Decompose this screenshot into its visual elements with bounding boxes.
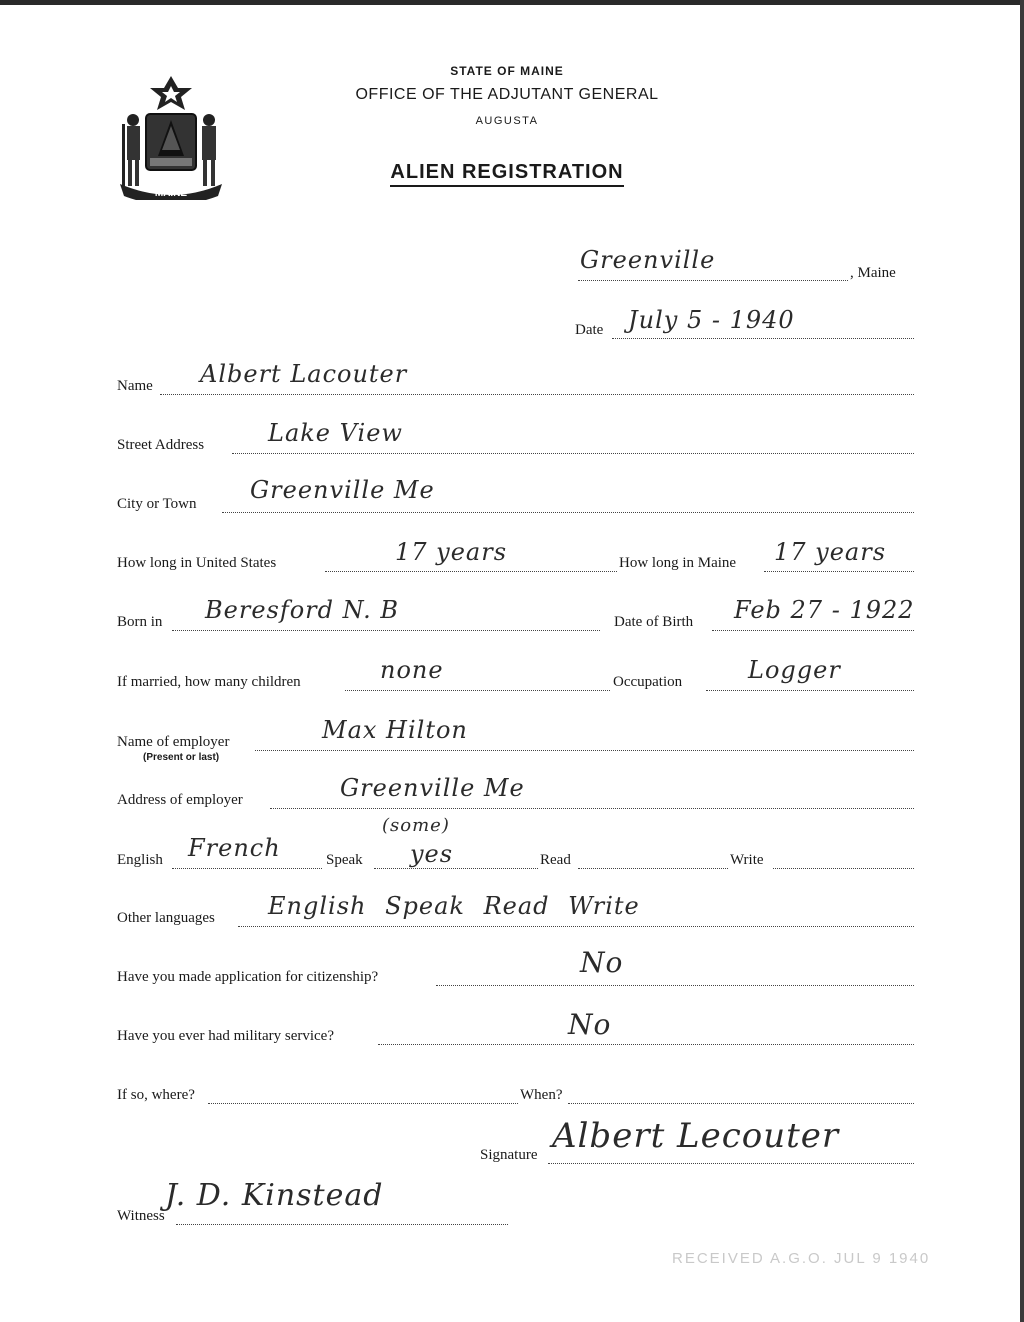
military-value: No — [568, 1008, 612, 1041]
form-title: ALIEN REGISTRATION — [0, 161, 1019, 184]
witness-signature: J. D. Kinstead — [165, 1178, 384, 1213]
citizenship-label: Have you made application for citizenship? — [117, 969, 379, 985]
write-label: Write — [730, 852, 764, 868]
date-of-birth-value: Feb 27 - 1922 — [734, 596, 915, 624]
born-in-label: Born in — [117, 614, 163, 630]
employer-address-value: Greenville Me — [340, 774, 525, 802]
occupation-label: Occupation — [613, 674, 683, 690]
town-value: Greenville — [580, 246, 716, 274]
speak-value: yes — [410, 840, 454, 868]
citizenship-value: No — [580, 946, 624, 979]
street-value: Lake View — [268, 419, 403, 447]
how-long-maine-label: How long in Maine — [619, 555, 737, 571]
speak-note: (some) — [382, 815, 450, 836]
employer-address-label: Address of employer — [117, 792, 243, 808]
when-label: When? — [520, 1087, 563, 1103]
children-label: If married, how many children — [117, 674, 301, 690]
date-of-birth-label: Date of Birth — [614, 614, 694, 630]
maine-suffix: , Maine — [850, 265, 896, 281]
occupation-value: Logger — [748, 656, 841, 684]
military-label: Have you ever had military service? — [117, 1028, 334, 1044]
how-long-maine-value: 17 years — [774, 538, 887, 566]
name-value: Albert Lacouter — [200, 360, 408, 388]
english-label: English — [117, 852, 163, 868]
office-heading: OFFICE OF THE ADJUTANT GENERAL — [355, 86, 659, 103]
date-label: Date — [575, 322, 604, 338]
read-label: Read — [540, 852, 571, 868]
date-value: July 5 - 1940 — [628, 306, 795, 334]
witness-label: Witness — [117, 1208, 165, 1224]
signature-value: Albert Lecouter — [552, 1116, 840, 1156]
street-label: Street Address — [117, 437, 205, 453]
city-town-label: City or Town — [117, 496, 197, 512]
scan-border-right — [1020, 0, 1024, 1322]
born-in-value: Beresford N. B — [205, 596, 399, 624]
scan-border-top — [0, 0, 1024, 5]
how-long-us-value: 17 years — [395, 538, 508, 566]
if-so-where-label: If so, where? — [117, 1087, 195, 1103]
seal-motto: MAINE — [154, 188, 188, 199]
english-value: French — [188, 834, 281, 862]
city-town-value: Greenville Me — [250, 476, 435, 504]
employer-note: (Present or last) — [143, 752, 220, 763]
city-heading: AUGUSTA — [475, 115, 539, 127]
state-heading: STATE OF MAINE — [450, 64, 564, 78]
children-value: none — [380, 656, 444, 684]
employer-value: Max Hilton — [322, 716, 468, 744]
signature-label: Signature — [480, 1147, 538, 1163]
employer-label: Name of employer — [117, 734, 230, 750]
speak-label: Speak — [326, 852, 363, 868]
other-languages-value: English Speak Read Write — [268, 892, 640, 920]
name-label: Name — [117, 378, 153, 394]
how-long-us-label: How long in United States — [117, 555, 277, 571]
other-languages-label: Other languages — [117, 910, 215, 926]
received-stamp: RECEIVED A.G.O. JUL 9 1940 — [672, 1250, 931, 1267]
